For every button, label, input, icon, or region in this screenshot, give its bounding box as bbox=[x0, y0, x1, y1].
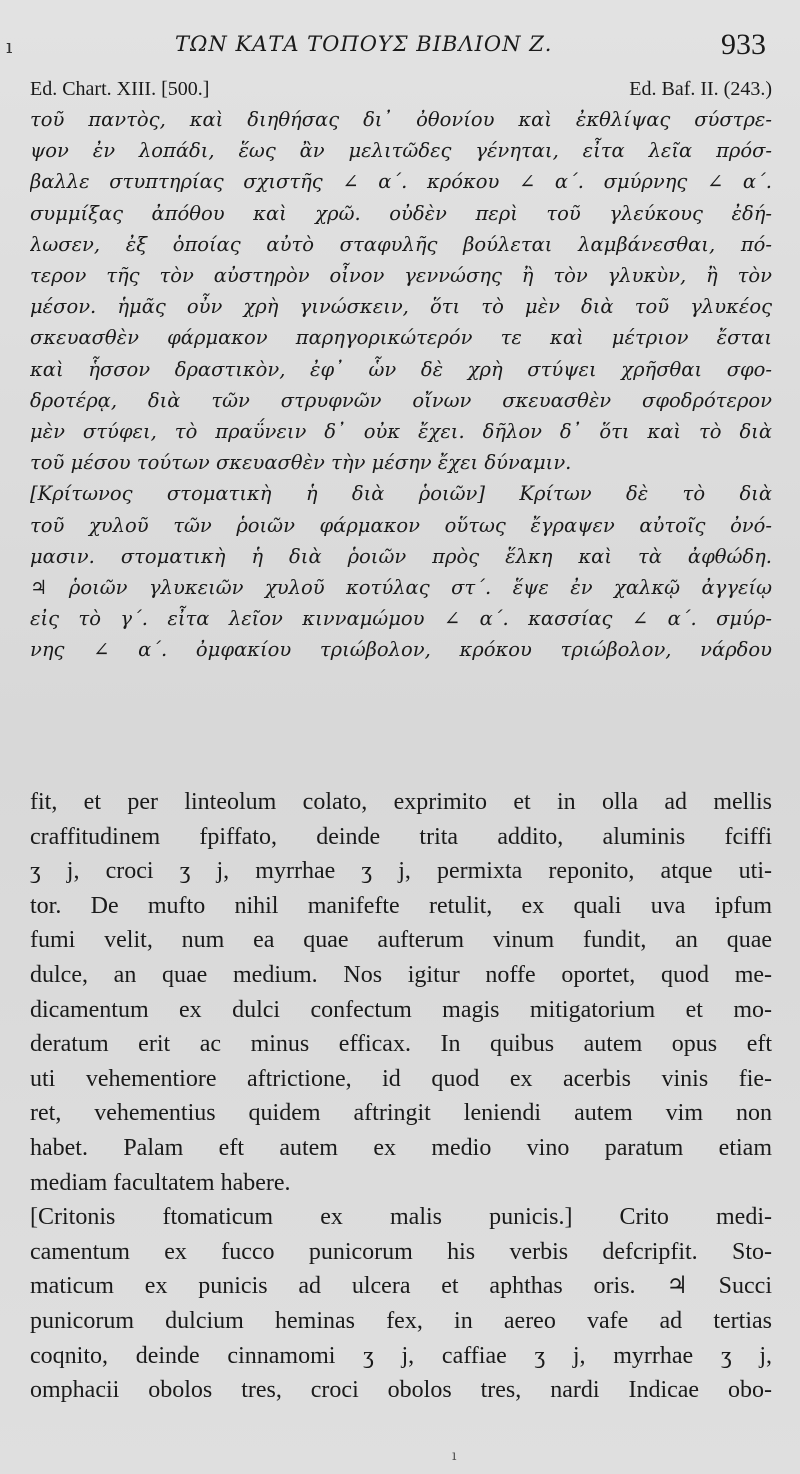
greek-line: μασιν. στοματικὴ ἡ διὰ ῥοιῶν πρὸς ἕλκη καὶ τὰ ἀφθώδη. bbox=[30, 544, 772, 568]
latin-line: fit, et per linteolum colato, exprimito et in olla ad mellis bbox=[30, 789, 772, 815]
latin-line: craffitudinem fpiffato, deinde trita addito, aluminis fciffi bbox=[30, 823, 772, 850]
page-number: 933 bbox=[721, 28, 766, 61]
edition-chart: Ed. Chart. XIII. [500.] bbox=[30, 78, 210, 100]
greek-line: ♃ ῥοιῶν γλυκειῶν χυλοῦ κοτύλας στ΄. ἕψε ἐν χαλκῷ ἀγγείῳ bbox=[30, 576, 772, 600]
greek-line: τερον τῆς τὸν αὐστηρὸν οἶνον γεννώσης ἢ τὸν γλυκὺν, ἢ τὸν bbox=[30, 264, 772, 288]
latin-line: punicorum dulcium heminas fex, in aereo vafe ad tertias bbox=[30, 1307, 772, 1334]
latin-text-block bbox=[30, 785, 772, 1408]
edition-basel: Ed. Baf. II. (243.) bbox=[629, 78, 772, 100]
latin-line: [Critonis ftomaticum ex malis punicis.] Crito medi- bbox=[30, 1204, 772, 1231]
latin-line: tor. De mufto nihil manifefte retulit, ex quali uva ipfum bbox=[30, 892, 772, 919]
latin-line: mediam facultatem habere. bbox=[30, 1169, 291, 1196]
latin-line: uti vehementiore aftrictione, id quod ex acerbis vinis fie- bbox=[30, 1065, 772, 1092]
greek-line: συμμίξας ἀπόθου καὶ χρῶ. οὐδὲν περὶ τοῦ γλεύκους ἐδή- bbox=[30, 201, 772, 225]
margin-mark: ı bbox=[6, 34, 13, 58]
latin-line: habet. Palam eft autem ex medio vino paratum etiam bbox=[30, 1134, 772, 1161]
latin-line: ʒ j, croci ʒ j, myrrhae ʒ j, permixta reponito, atque uti- bbox=[30, 858, 772, 885]
greek-line: μέσον. ἡμᾶς οὖν χρὴ γινώσκειν, ὅτι τὸ μὲν διὰ τοῦ γλυκέος bbox=[30, 295, 772, 319]
latin-line: ret, vehementius quidem aftringit leniendi autem vim non bbox=[30, 1100, 772, 1127]
greek-line: δροτέρᾳ, διὰ τῶν στρυφνῶν οἴνων σκευασθὲν σφοδρότερον bbox=[30, 388, 772, 412]
greek-line: καὶ ἧσσον δραστικὸν, ἐφ᾽ ὧν δὲ χρὴ στύψει χρῆσθαι σφο- bbox=[30, 357, 772, 381]
latin-line: deratum erit ac minus efficax. In quibus autem opus eft bbox=[30, 1031, 772, 1058]
greek-line: [Κρίτωνος στοματικὴ ἡ διὰ ῥοιῶν] Κρίτων δὲ τὸ διὰ bbox=[30, 482, 772, 506]
page-header bbox=[30, 22, 772, 62]
latin-line: omphacii obolos tres, croci obolos tres, nardi Indicae obo- bbox=[30, 1377, 772, 1404]
greek-line: νης ∠ α΄. ὀμφακίου τριώβολον, κρόκου τριώβολον, νάρδου bbox=[30, 638, 772, 662]
greek-line: σκευασθὲν φάρμακον παρηγορικώτερόν τε καὶ μέτριον ἔσται bbox=[30, 326, 772, 350]
footer-mark: ı bbox=[452, 1448, 457, 1464]
greek-line: βαλλε στυπτηρίας σχιστῆς ∠ α΄. κρόκου ∠ α΄. σμύρνης ∠ α΄. bbox=[30, 170, 772, 194]
greek-text-block bbox=[30, 104, 772, 666]
greek-line: τοῦ μέσου τούτων σκευασθὲν τὴν μέσην ἔχει δύναμιν. bbox=[30, 451, 572, 475]
latin-line: camentum ex fucco punicorum his verbis defcripfit. Sto- bbox=[30, 1238, 772, 1265]
latin-line: coqnito, deinde cinnamomi ʒ j, caffiae ʒ j, myrrhae ʒ j, bbox=[30, 1342, 772, 1369]
latin-line: maticum ex punicis ad ulcera et aphthas oris. ♃ Succi bbox=[30, 1273, 772, 1300]
greek-line: ψον ἐν λοπάδι, ἕως ἂν μελιτῶδες γένηται, εἶτα λεῖα πρόσ- bbox=[30, 139, 772, 163]
greek-line: μὲν στύφει, τὸ πραΰνειν δ᾽ οὐκ ἔχει. δῆλον δ᾽ ὅτι καὶ τὸ διὰ bbox=[30, 420, 772, 444]
greek-line: λωσεν, ἐξ ὁποίας αὐτὸ σταφυλῆς βούλεται λαμβάνεσθαι, πό- bbox=[30, 232, 772, 256]
greek-line: εἰς τὸ γ΄. εἶτα λεῖον κινναμώμου ∠ α΄. κασσίας ∠ α΄. σμύρ- bbox=[30, 607, 772, 631]
greek-line: τοῦ χυλοῦ τῶν ῥοιῶν φάρμακον οὕτως ἔγραψεν αὐτοῖς ὀνό- bbox=[30, 513, 772, 537]
latin-line: dicamentum ex dulci confectum magis mitigatorium et mo- bbox=[30, 996, 772, 1023]
greek-line: τοῦ παντὸς, καὶ διηθήσας δι᾽ ὀθονίου καὶ ἐκθλίψας σύστρε- bbox=[30, 108, 772, 131]
running-head: ΤΩΝ ΚΑΤΑ ΤΟΠΟΥΣ ΒΙΒΛΙΟΝ Ζ. bbox=[175, 32, 553, 56]
latin-line: dulce, an quae medium. Nos igitur noffe oportet, quod me- bbox=[30, 961, 772, 988]
latin-line: fumi velit, num ea quae aufterum vinum fundit, an quae bbox=[30, 927, 772, 954]
